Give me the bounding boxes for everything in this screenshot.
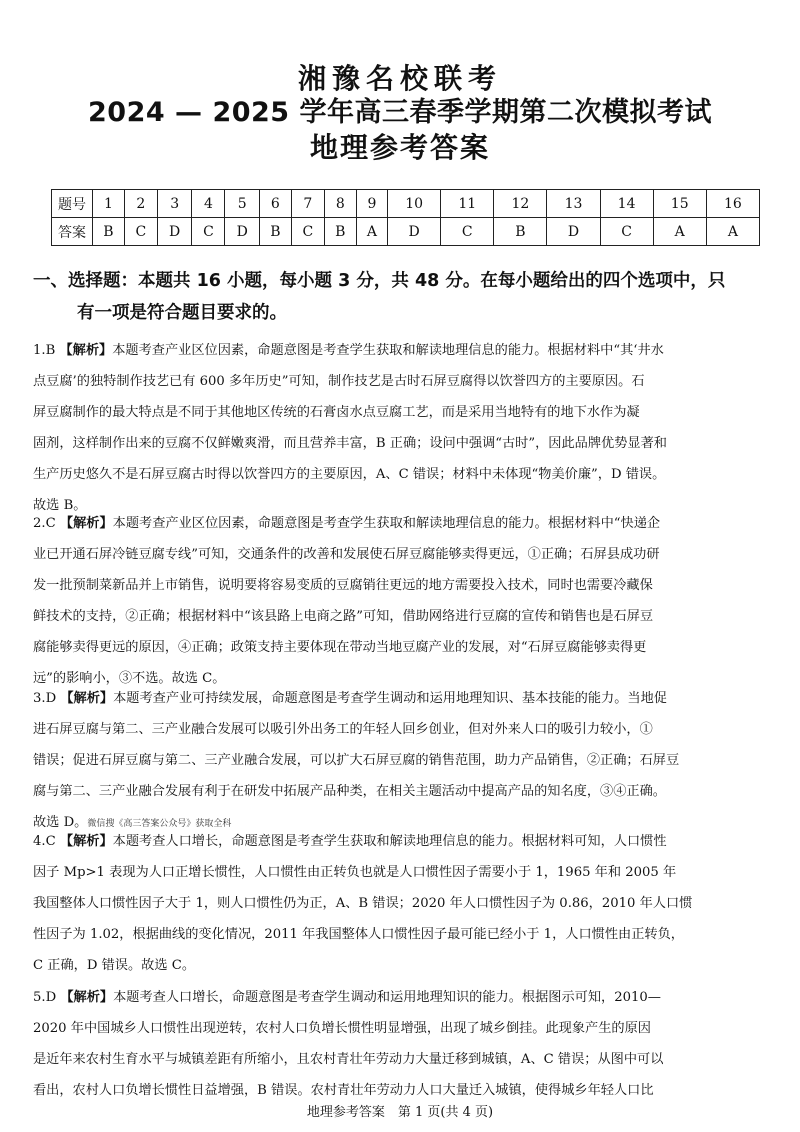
question-number: 2.C: [33, 516, 56, 531]
explanation-line: 是近年来农村生育水平与城镇差距有所缩小，且农村青壮年劳动力大量迁移到城镇，A、C 错误；从图中可以: [33, 1052, 664, 1067]
question-number-row: [52, 190, 760, 218]
row-label-answer: 答案: [52, 218, 93, 246]
explanation-line: 我国整体人口惯性因子大于 1，则人口惯性仍为正，A、B 错误；2020 年人口惯性因子为 0.86，2010 年人口惯: [33, 896, 693, 911]
question-number-cell: 8: [324, 190, 356, 218]
explanation-line: 本题考查人口增长，命题意图是考查学生获取和解读地理信息的能力。根据材料可知，人口惯性: [112, 834, 667, 849]
explanation-line: 2020 年中国城乡人口惯性出现逆转，农村人口负增长惯性明显增强，出现了城乡倒挂。此现象产生的原因: [33, 1021, 651, 1036]
answer-cell: C: [192, 218, 225, 246]
question-number: 5.D: [33, 990, 57, 1005]
row-label-number: 题号: [52, 190, 93, 218]
explanation-line: 性因子为 1.02，根据曲线的变化情况，2011 年我国整体人口惯性因子最可能已经小于 1，人口惯性由正转负，: [33, 927, 684, 942]
analysis-tag: 【解析】: [59, 516, 113, 531]
question-3-explanation: [33, 683, 773, 840]
question-1-explanation: [33, 335, 773, 521]
explanation-line: 腐与第二、三产业融合发展有利于在研发中拓展产品种类，在相关主题活动中提高产品的知名度，③④正确。: [33, 784, 666, 799]
question-number-cell: 10: [388, 190, 441, 218]
question-number-cell: 6: [259, 190, 291, 218]
question-number-cell: 16: [706, 190, 759, 218]
answer-row: [52, 218, 760, 246]
answer-cell: B: [324, 218, 356, 246]
explanation-line: 故选 D。: [33, 815, 88, 830]
section-heading-line: 一、选择题：本题共 16 小题，每小题 3 分，共 48 分。在每小题给出的四个选项中，只: [33, 271, 726, 291]
question-number: 3.D: [33, 691, 57, 706]
question-number: 1.B: [33, 343, 56, 358]
explanation-line: C 正确，D 错误。故选 C。: [33, 958, 196, 973]
explanation-line: 因子 Mp>1 表现为人口正增长惯性，人口惯性由正转负也就是人口惯性因子需要小于 1，1965 年和 2005 年: [33, 865, 677, 880]
answer-cell: A: [706, 218, 759, 246]
question-4-explanation: [33, 826, 773, 981]
answer-cell: D: [388, 218, 441, 246]
question-number-cell: 5: [225, 190, 260, 218]
analysis-tag: 【解析】: [60, 990, 114, 1005]
section-heading: [33, 265, 773, 329]
explanation-line: 远”的影响小，③不选。故选 C。: [33, 671, 226, 686]
question-number-cell: 2: [124, 190, 157, 218]
question-number-cell: 1: [93, 190, 125, 218]
question-number-cell: 11: [441, 190, 494, 218]
answer-cell: D: [157, 218, 192, 246]
question-number-cell: 13: [547, 190, 600, 218]
question-number-cell: 9: [356, 190, 387, 218]
section-heading-line: 有一项是符合题目要求的。: [77, 303, 287, 323]
explanation-line: 腐能够卖得更远的原因，④正确；政策支持主要体现在带动当地豆腐产业的发展，对“石屏豆腐能够卖得更: [33, 640, 647, 655]
question-number-cell: 14: [600, 190, 653, 218]
explanation-line: 点豆腐’的独特制作技艺已有 600 多年历史”可知，制作技艺是古时石屏豆腐得以饮誉四方的主要原因。石: [33, 374, 645, 389]
answer-cell: A: [653, 218, 706, 246]
explanation-line: 鲜技术的支持，②正确；根据材料中“该县路上电商之路”可知，借助网络进行豆腐的宣传和销售也是石屏豆: [33, 609, 654, 624]
answer-cell: C: [441, 218, 494, 246]
page-footer: 地理参考答案 第 1 页(共 4 页): [306, 1105, 494, 1120]
watermark-note: 微信搜《高三答案公众号》获取全科: [87, 819, 232, 829]
question-number-cell: 12: [494, 190, 547, 218]
explanation-line: 本题考查产业可持续发展，命题意图是考查学生调动和运用地理知识、基本技能的能力。当地促: [113, 691, 667, 706]
answer-cell: B: [93, 218, 125, 246]
exam-name-title: 2024 — 2025 学年高三春季学期第二次模拟考试: [88, 97, 712, 128]
explanation-line: 看出，农村人口负增长惯性日益增强，B 错误。农村青壮年劳动力人口大量迁入城镇，使得城乡年轻人口比: [33, 1083, 654, 1098]
question-number-cell: 4: [192, 190, 225, 218]
explanation-line: 本题考查产业区位因素，命题意图是考查学生获取和解读地理信息的能力。根据材料中“其‘井水: [112, 343, 664, 358]
answer-cell: C: [600, 218, 653, 246]
answer-cell: D: [547, 218, 600, 246]
question-number-cell: 15: [653, 190, 706, 218]
question-5-explanation: [33, 982, 773, 1106]
explanation-line: 本题考查人口增长，命题意图是考查学生调动和运用地理知识的能力。根据图示可知，2010—: [113, 990, 661, 1005]
analysis-tag: 【解析】: [60, 691, 114, 706]
answer-table: [51, 189, 760, 246]
explanation-line: 发一批预制菜新品并上市销售，说明要将容易变质的豆腐销往更远的地方需要投入技术，同时也需要冷藏保: [33, 578, 653, 593]
answer-cell: C: [124, 218, 157, 246]
question-2-explanation: [33, 508, 773, 694]
explanation-line: 进石屏豆腐与第二、三产业融合发展可以吸引外出务工的年轻人回乡创业，但对外来人口的吸引力较小，①: [33, 722, 653, 737]
answer-cell: D: [225, 218, 260, 246]
answer-cell: B: [494, 218, 547, 246]
explanation-line: 本题考查产业区位因素，命题意图是考查学生获取和解读地理信息的能力。根据材料中“快递企: [112, 516, 661, 531]
answer-cell: B: [259, 218, 291, 246]
answer-cell: A: [356, 218, 387, 246]
question-number: 4.C: [33, 834, 56, 849]
question-number-cell: 3: [157, 190, 192, 218]
explanation-line: 错误；促进石屏豆腐与第二、三产业融合发展，可以扩大石屏豆腐的销售范围，助力产品销售，②正确；石屏豆: [33, 753, 680, 768]
title-block: [0, 62, 800, 166]
explanation-line: 固剂，这样制作出来的豆腐不仅鲜嫩爽滑，而且营养丰富，B 正确；设问中强调“古时”，因此品牌优势显著和: [33, 436, 667, 451]
explanation-line: 屏豆腐制作的最大特点是不同于其他地区传统的石膏卤水点豆腐工艺，而是采用当地特有的地下水作为凝: [33, 405, 640, 420]
explanation-line: 生产历史悠久不是石屏豆腐古时得以饮誉四方的主要原因，A、C 错误；材料中未体现“物美价廉”，D 错误。: [33, 467, 666, 482]
exam-organizer-title: 湘豫名校联考: [297, 62, 502, 95]
explanation-line: 故选 B。: [33, 498, 87, 513]
document-title: 地理参考答案: [309, 131, 490, 164]
analysis-tag: 【解析】: [59, 343, 113, 358]
question-number-cell: 7: [291, 190, 324, 218]
explanation-line: 业已开通石屏冷链豆腐专线”可知，交通条件的改善和发展使石屏豆腐能够卖得更远，①正确；石屏县成功研: [33, 547, 660, 562]
analysis-tag: 【解析】: [59, 834, 113, 849]
answer-cell: C: [291, 218, 324, 246]
